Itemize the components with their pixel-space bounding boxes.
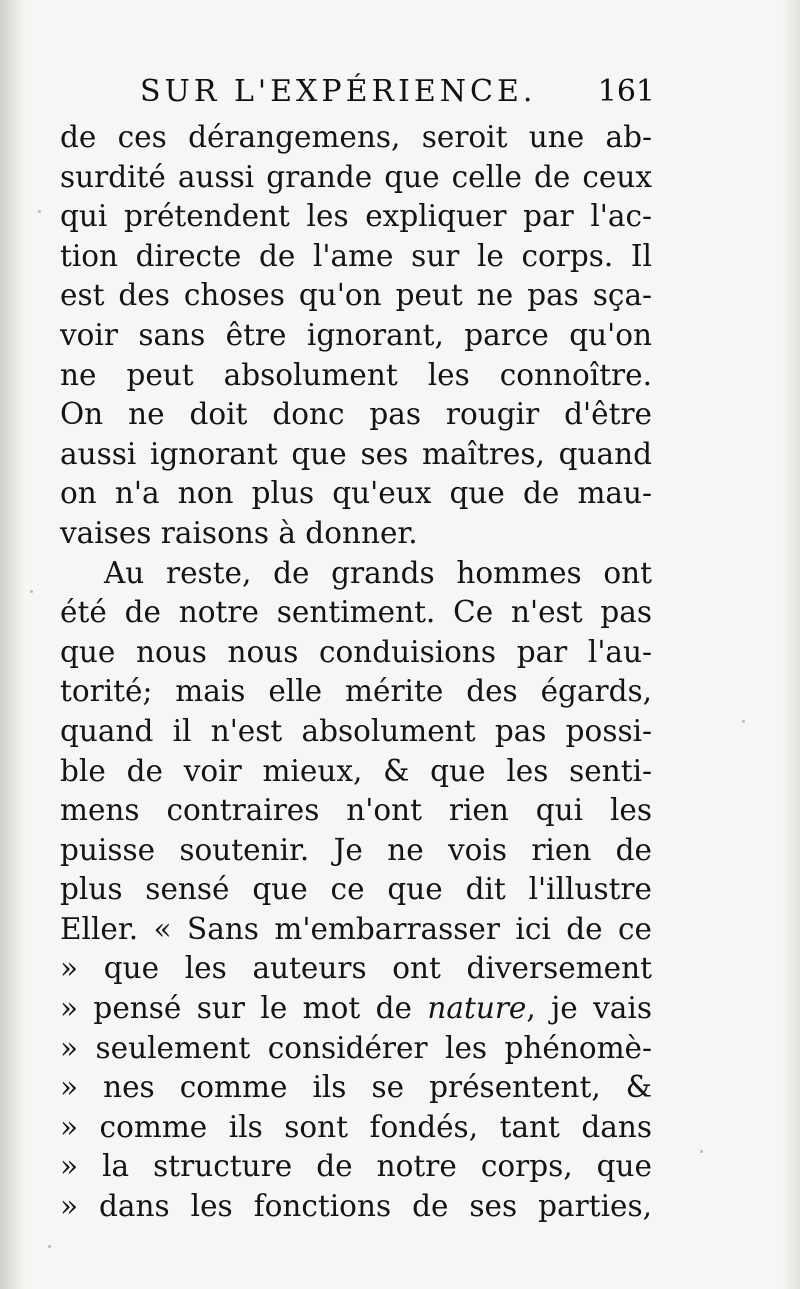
- scan-speck: [700, 1150, 703, 1153]
- running-title: SUR L'EXPÉRIENCE.: [140, 74, 537, 109]
- text-line: plus sensé que ce que dit l'illustre: [60, 872, 652, 907]
- text-line: été de notre sentiment. Ce n'est pas: [60, 595, 652, 630]
- italic-word: nature: [427, 991, 527, 1026]
- text-line: Au reste, de grands hommes ont: [104, 555, 652, 590]
- text-line: quand il n'est absolument pas possi-: [60, 713, 652, 748]
- text-line: » seulement considérer les phénomè-: [60, 1030, 652, 1065]
- text-line: mens contraires n'ont rien qui les: [60, 793, 652, 828]
- scan-speck: [48, 1245, 51, 1248]
- text-line: qui prétendent les expliquer par l'ac-: [60, 199, 652, 234]
- text-line: On ne doit donc pas rougir d'être: [60, 397, 652, 432]
- body-text: [60, 118, 652, 1227]
- text-line: de ces dérangemens, seroit une ab-: [60, 120, 652, 154]
- text-line: Eller. « Sans m'embarrasser ici de ce: [60, 911, 652, 946]
- text-line: tion directe de l'ame sur le corps. Il: [60, 238, 652, 273]
- text-line: ne peut absolument les connoître.: [60, 357, 652, 392]
- page-shadow-left: [0, 0, 26, 1289]
- text-line: voir sans être ignorant, parce qu'on: [60, 317, 652, 352]
- text-line: surdité aussi grande que celle de ceux: [60, 159, 652, 194]
- text-segment: , je vais: [526, 991, 652, 1026]
- text-line: que nous nous conduisions par l'au-: [60, 634, 652, 669]
- text-line: puisse soutenir. Je ne vois rien de: [60, 832, 652, 867]
- text-line: ble de voir mieux, & que les senti-: [60, 753, 652, 788]
- text-line: » la structure de notre corps, que: [60, 1149, 652, 1184]
- text-line: » nes comme ils se présentent, &: [60, 1070, 652, 1105]
- scan-speck: [38, 210, 41, 213]
- text-line: » que les auteurs ont diversement: [60, 951, 652, 986]
- text-line: est des choses qu'on peut ne pas sça-: [60, 278, 652, 313]
- text-line-with-italic: [60, 989, 652, 1029]
- scan-speck: [30, 590, 33, 593]
- text-line: vaises raisons à donner.: [60, 515, 418, 550]
- page-number: 161: [597, 74, 655, 109]
- page-shadow-right: [782, 0, 800, 1289]
- text-line: aussi ignorant que ses maîtres, quand: [60, 436, 652, 471]
- text-line: » dans les fonctions de ses parties,: [60, 1189, 652, 1224]
- text-line: » comme ils sont fondés, tant dans: [60, 1109, 652, 1144]
- running-head: [140, 74, 655, 114]
- scan-speck: [742, 720, 745, 723]
- text-line: on n'a non plus qu'eux que de mau-: [60, 476, 652, 511]
- text-line: torité; mais elle mérite des égards,: [60, 674, 652, 709]
- text-segment: » pensé sur le mot de: [60, 991, 428, 1026]
